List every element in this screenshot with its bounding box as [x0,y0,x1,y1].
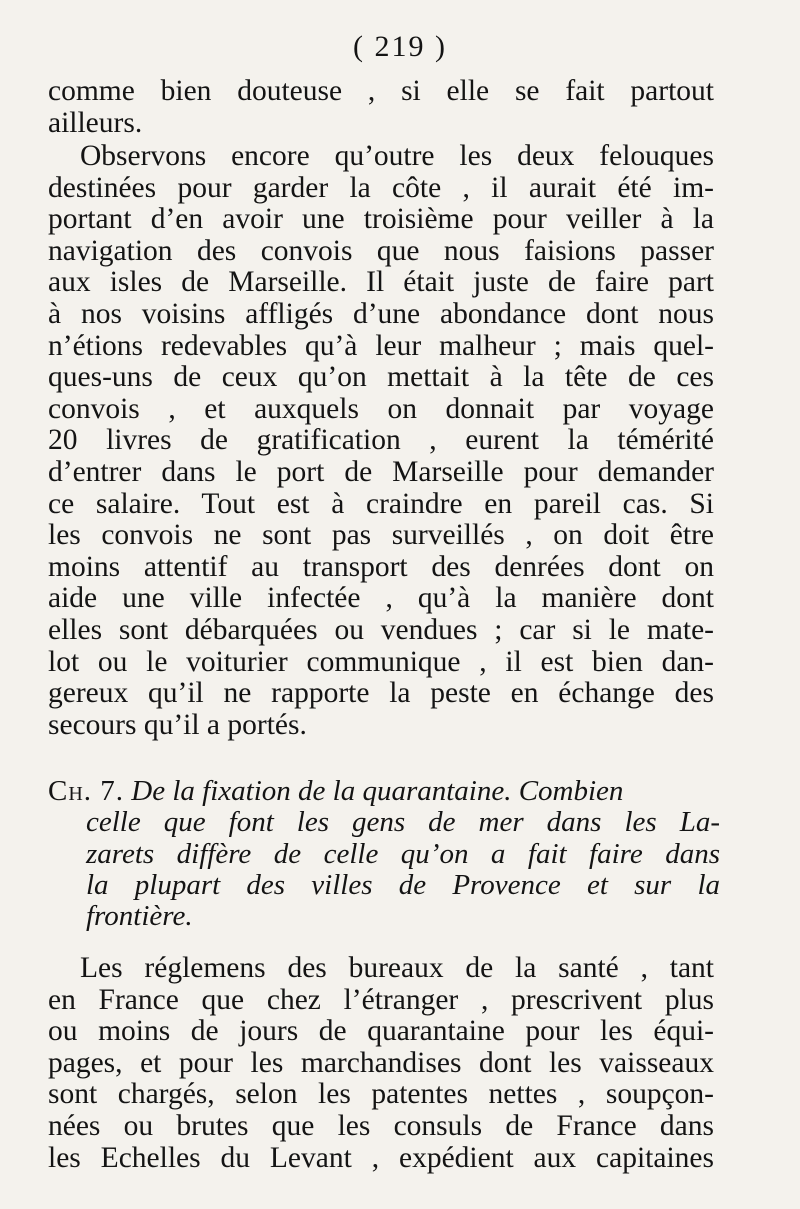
text-line: d’entrer dans le port de Marseille pour demander [48,455,714,488]
text-line: Observons encore qu’outre les deux felouques [80,140,714,172]
paragraph-continuation [48,76,714,139]
heading-line [48,776,720,807]
chapter-label: Ch. 7. [48,775,125,807]
text-line: nées ou brutes que les consuls de France dans [48,1109,714,1142]
text-line: elles sont débarquées ou vendues ; car si le mate- [48,613,714,646]
paragraph-reglemens [48,953,714,1174]
text-line: Les réglemens des bureaux de la santé , tant [80,952,714,984]
text-line: convois , et auxquels on donnait par voyage [48,392,714,425]
text-line: navigation des convois que nous faisions passer [48,234,714,267]
text-line: ailleurs. [48,106,143,139]
text-line: n’étions redevables qu’à leur malheur ; mais quel- [48,329,714,362]
text-line: aide une ville infectée , qu’à la manière dont [48,582,714,615]
heading-line: zarets diffère de celle qu’on a fait faire dans [86,837,720,870]
text-line: portant d’en avoir une troisième pour veiller à la [48,203,714,236]
heading-line: la plupart des villes de Provence et sur la [86,868,720,901]
text-line: moins attentif au transport des denrées dont on [48,550,714,583]
text-line: ou moins de jours de quarantaine pour les équi- [48,1015,714,1048]
text-line: 20 livres de gratification , eurent la témérité [48,424,714,457]
text-line: gereux qu’il ne rapporte la peste en échange des [48,677,714,710]
text-line: ques-uns de ceux qu’on mettait à la tête de ces [48,361,714,394]
text-line: sont chargés, selon les patentes nettes , soupçon- [48,1078,714,1111]
text-line: pages, et pour les marchandises dont les vaisseaux [48,1046,714,1079]
text-line: en France que chez l’étranger , prescrivent plus [48,983,714,1016]
heading-line: frontière. [86,900,193,933]
text-line: lot ou le voiturier communique , il est bien dan- [48,645,714,678]
text-line: secours qu’il a portés. [48,708,307,741]
text-line: destinées pour garder la côte , il aurait été im- [48,171,714,204]
text-line: comme bien douteuse , si elle se fait partout [48,75,714,107]
page-number: ( 219 ) [353,30,447,63]
heading-line: celle que font les gens de mer dans les La- [86,806,720,839]
text-line: à nos voisins affligés d’une abondance dont nous [48,297,714,330]
paragraph-felouques [48,141,714,741]
text-line: les convois ne sont pas surveillés , on doit être [48,519,714,552]
heading-text: De la fixation de la quarantaine. Combien [131,775,624,807]
text-line: aux isles de Marseille. Il était juste de faire part [48,266,714,299]
chapter-heading [48,776,720,932]
text-line: les Echelles du Levant , expédient aux capitaines [48,1141,714,1174]
text-line: ce salaire. Tout est à craindre en pareil cas. Si [48,487,714,520]
